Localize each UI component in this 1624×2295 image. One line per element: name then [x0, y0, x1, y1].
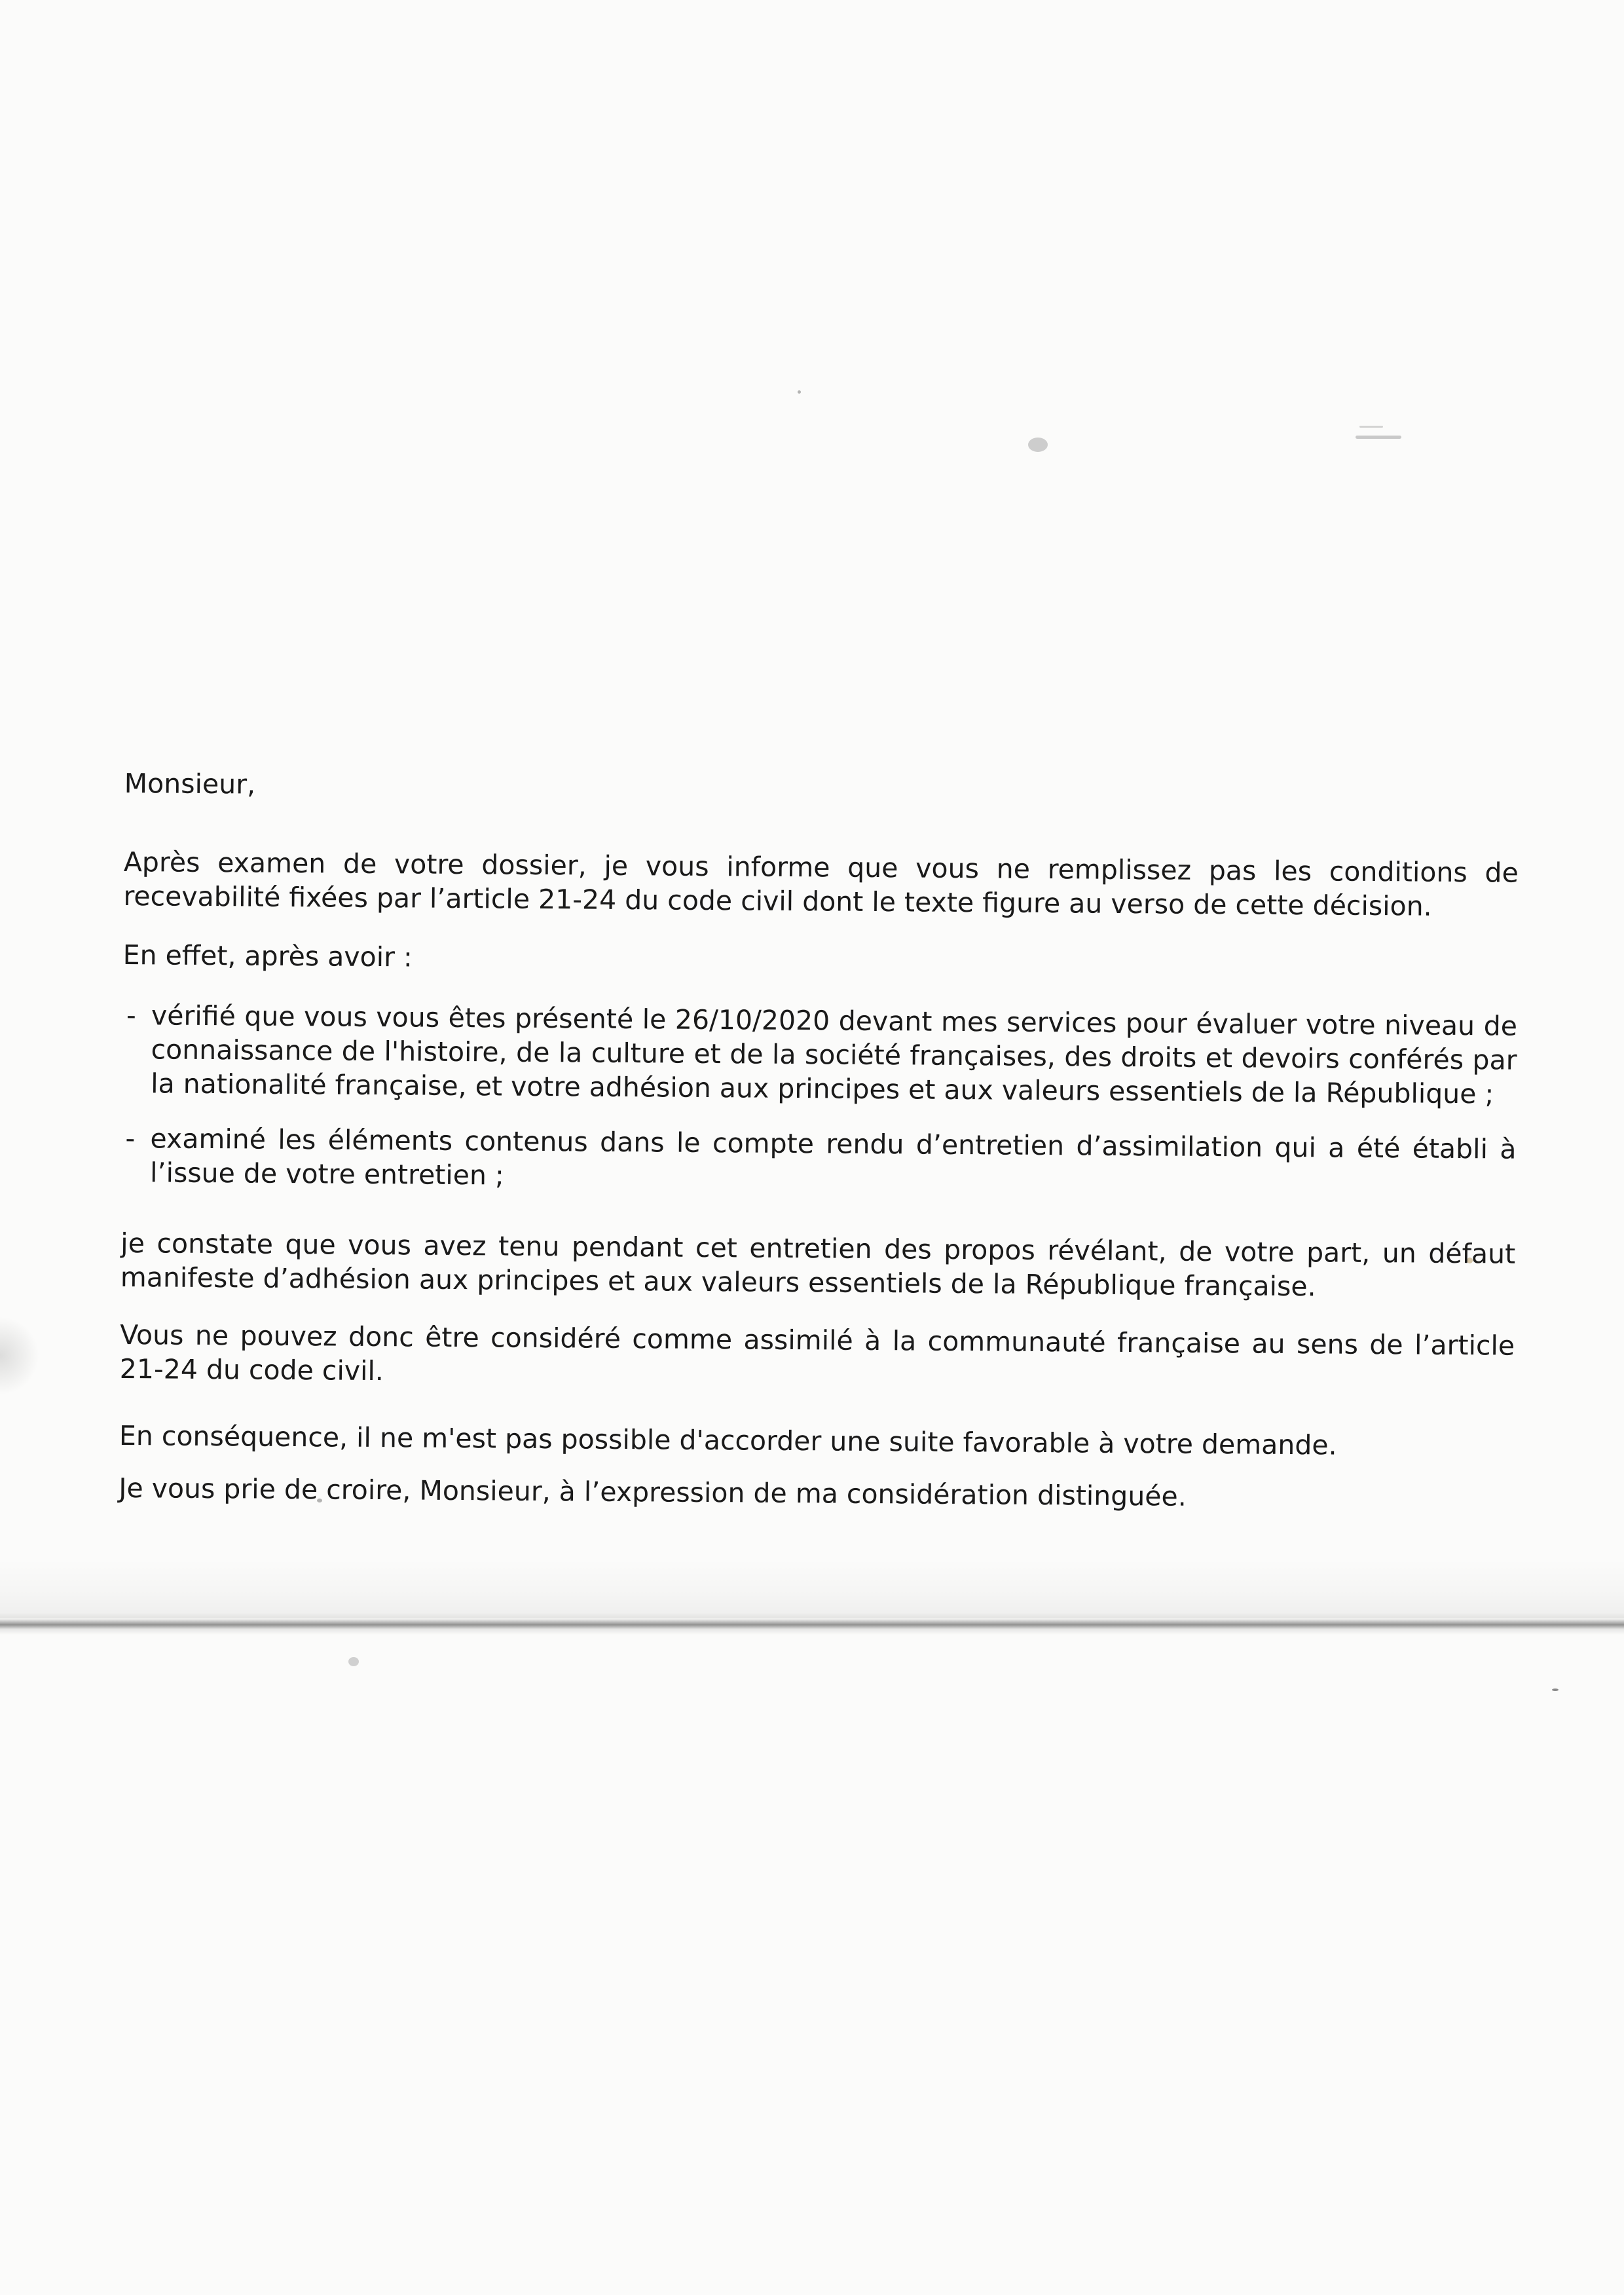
bullet-text: examiné les éléments contenus dans le compte rendu d’entretien d’assimilation qui a été établi à l’issue de votre entretien ; [149, 1123, 1517, 1191]
consequence-paragraph: En conséquence, il ne m'est pas possible d'accorder une suite favorable à votre demande. [119, 1419, 1337, 1461]
scan-speck [1552, 1689, 1559, 1691]
fold-shadow [0, 1559, 1624, 1618]
scan-speck [1359, 426, 1383, 428]
constate-paragraph: je constate que vous avez tenu pendant cet entretien des propos révélant, de votre part, un défaut manifeste d’adhésion aux principes et aux valeurs essentiels de la République française. [120, 1227, 1516, 1303]
closing-formula: Je vous prie de croire, Monsieur, à l’expression de ma considération distinguée. [119, 1472, 1187, 1512]
scan-speck [348, 1657, 359, 1666]
salutation: Monsieur, [124, 767, 256, 800]
letter-body [119, 766, 1519, 1516]
scan-speck [798, 390, 801, 394]
scan-speck [1028, 438, 1048, 452]
fold-line [0, 1613, 1624, 1635]
list-item [125, 1121, 1517, 1201]
bullet-dash: - [126, 999, 137, 1032]
intro-paragraph: Après examen de votre dossier, je vous informe que vous ne remplissez pas les conditions de recevabilité fixées par l’article 21-24 du code civil dont le texte figure au verso de cette décision. [123, 846, 1519, 922]
edge-shadow [0, 1316, 39, 1395]
scan-speck [1356, 436, 1401, 439]
bullet-dash: - [125, 1123, 136, 1155]
en-effet-line: En effet, après avoir : [122, 939, 413, 973]
bullet-text: vérifié que vous vous êtes présenté le 26/10/2020 devant mes services pour évaluer votre niveau de connaissance de l'histoire, de la culture et de la société françaises, des droits et devoirs conférés par la nationalité française, et votre adhésion aux principes et aux valeurs essentiels de la République ; [151, 999, 1518, 1110]
assimile-paragraph: Vous ne pouvez donc être considéré comme assimilé à la communauté française au sens de l’article 21-24 du code civil. [119, 1318, 1515, 1387]
list-item [126, 998, 1517, 1111]
